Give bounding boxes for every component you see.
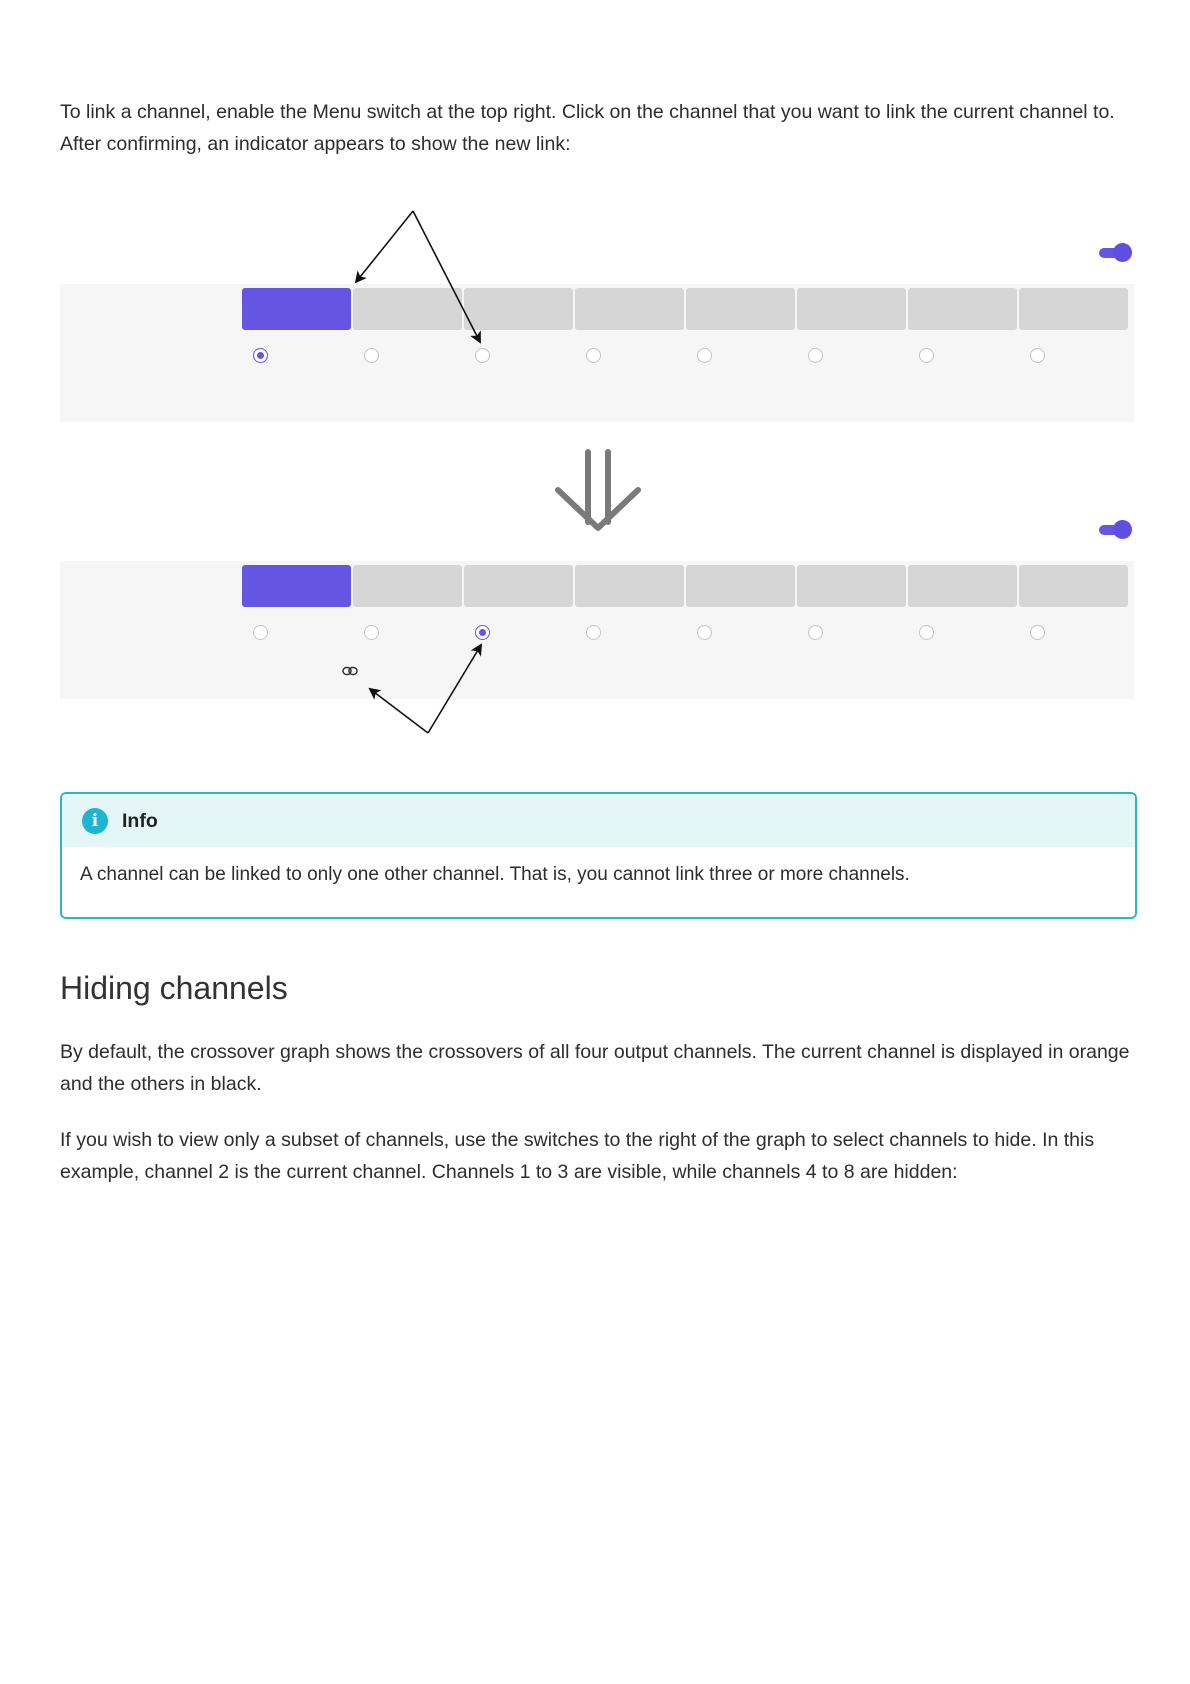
info-body: A channel can be linked to only one other channel. That is, you cannot link three or more channels. (80, 864, 910, 885)
down-arrow-icon (558, 452, 638, 528)
intro-paragraph: To link a channel, enable the Menu switch at the top right. Click on the channel that you want to link the current channel to. After confirming, an indicator appears to show the new link: (60, 101, 1115, 155)
info-icon: i (82, 808, 108, 834)
info-callout (60, 792, 1137, 919)
section-heading: Hiding channels (60, 970, 288, 1006)
callout-arrows-bottom (370, 645, 481, 733)
paragraph-default-view: By default, the crossover graph shows the crossovers of all four output channels. The current channel is displayed in orange and the others in black. (60, 1041, 1130, 1095)
info-title: Info (122, 810, 158, 832)
callout-arrows-top (356, 211, 480, 342)
info-header (62, 794, 1135, 847)
paragraph-hide-channels: If you wish to view only a subset of channels, use the switches to the right of the graph to select channels to hide. In this example, channel 2 is the current channel. Channels 1 to 3 are visible, while channels 4 to 8 are hidden: (60, 1129, 1095, 1183)
annotation-arrows (0, 0, 1190, 760)
